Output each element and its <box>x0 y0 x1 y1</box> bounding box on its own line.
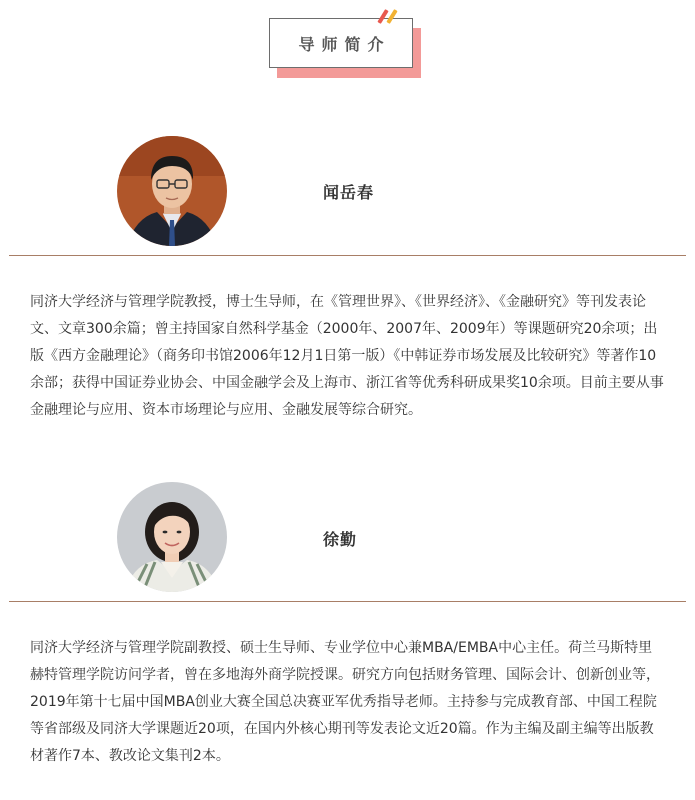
portrait-female-image <box>117 482 227 592</box>
profile-bio: 同济大学经济与管理学院教授，博士生导师，在《管理世界》、《世界经济》、《金融研究》等刊发表论文、文章300余篇；曾主持国家自然科学基金（2000年、2007年、2009年）等课题研究20余项；出版《西方金融理论》（商务印书馆2006年12月1日第一版）《中韩证券市场发展及比较研究》等著作10余部；获得中国证券业协会、中国金融学会及上海市、浙江省等优秀科研成果奖10余项。目前主要从事金融理论与应用、资本市场理论与应用、金融发展等综合研究。 <box>30 294 664 418</box>
divider-line <box>9 255 686 256</box>
avatar-photo <box>117 136 227 246</box>
avatar-photo <box>117 482 227 592</box>
profile-name: 徐勤 <box>323 530 358 549</box>
section-title: 导师简介 <box>298 34 391 54</box>
portrait-male-image <box>117 136 227 246</box>
section-title-badge <box>269 18 421 80</box>
profile-bio: 同济大学经济与管理学院副教授、硕士生导师、专业学位中心兼MBA/EMBA中心主任。荷兰马斯特里赫特管理学院访问学者，曾在多地海外商学院授课。研究方向包括财务管理、国际会计、创新创业等，2019年第十七届中国MBA创业大赛全国总决赛亚军优秀指导老师。主持参与完成教育部、中国工程院等省部级及同济大学课题近20项，在国内外核心期刊等发表论文近20篇。作为主编及副主编等出版教材著作7本、教改论文集刊2本。 <box>30 640 660 764</box>
divider-line <box>9 601 686 602</box>
profile-name: 闻岳春 <box>323 183 375 202</box>
title-frame <box>269 18 413 68</box>
